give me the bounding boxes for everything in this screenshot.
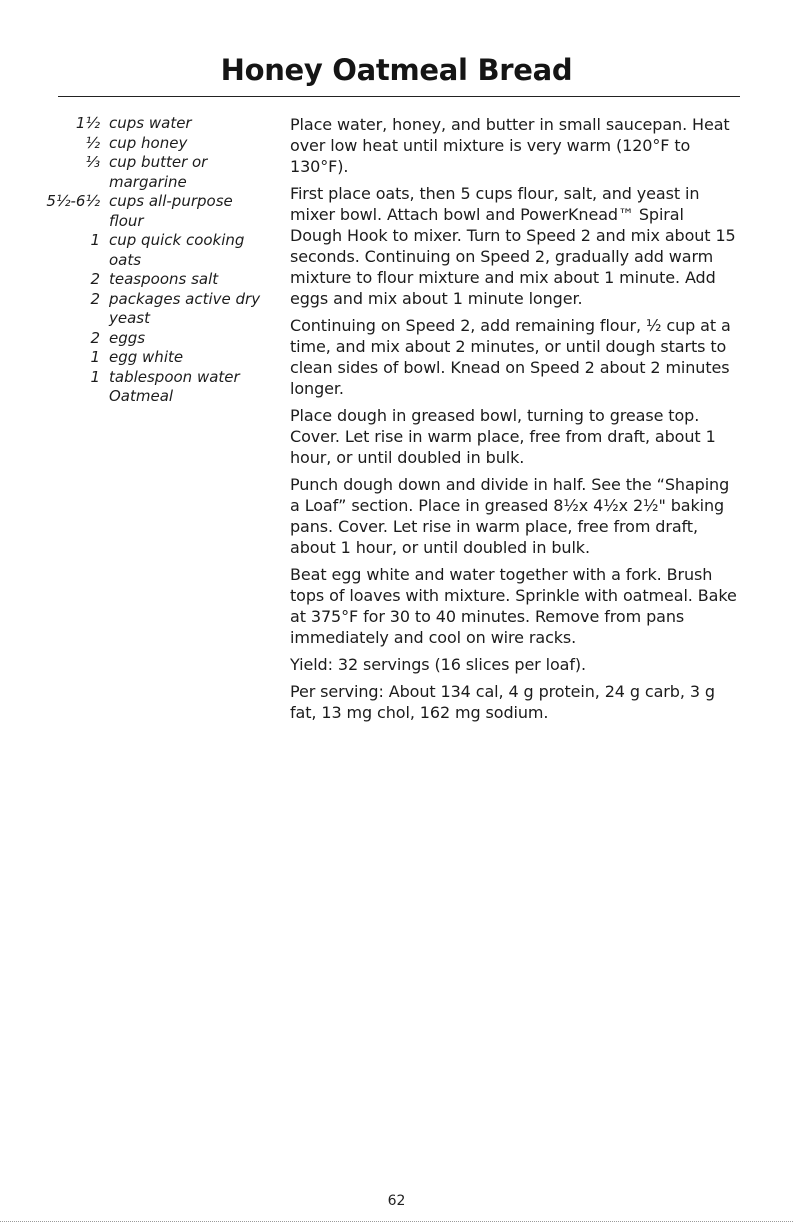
page-number: 62 [387, 1193, 406, 1209]
ingredient-name: tablespoon water [109, 367, 240, 386]
ingredient-name: packages active dry yeast [109, 289, 261, 327]
page-title: Honey Oatmeal Bread [220, 53, 573, 87]
ingredient-quantity: 2 [90, 270, 100, 288]
ingredient-quantity: ⅓ [85, 153, 100, 171]
ingredient-item [0, 290, 280, 329]
ingredient-name: cups all-purpose flour [109, 192, 233, 230]
yield-text: Yield: 32 servings (16 slices per loaf). [290, 655, 587, 674]
ingredient-item [0, 329, 280, 349]
ingredient-quantity: 1½ [75, 114, 100, 132]
ingredient-name: egg white [109, 348, 184, 366]
ingredient-item [0, 153, 280, 192]
direction-paragraph: Beat egg white and water together with a fork. Brush tops of loaves with mixture. Sprinkle with oatmeal. Bake at 375°F for 30 to 40 minutes. Remove from pans immediately and cool on wire racks. [290, 565, 737, 647]
page-bottom-rule [0, 1221, 793, 1222]
ingredient-name: teaspoons salt [109, 270, 219, 288]
ingredient-quantity: 5½-6½ [46, 192, 100, 210]
ingredient-quantity: 1 [90, 367, 100, 386]
ingredient-quantity: 1 [90, 231, 100, 249]
ingredient-name: cup butter or margarine [109, 153, 208, 191]
title-divider [58, 96, 740, 97]
ingredient-name: cup honey [109, 133, 188, 152]
direction-paragraph: Punch dough down and divide in half. See the “Shaping a Loaf” section. Place in greased 8½x 4½x 2½" baking pans. Cover. Let rise in warm place, free from draft, about 1 hour, or until doubled in bulk. [290, 475, 730, 557]
ingredient-name: cups water [109, 114, 192, 132]
ingredient-quantity: 2 [90, 289, 100, 308]
ingredient-item [0, 270, 280, 290]
direction-paragraph: Continuing on Speed 2, add remaining flour, ½ cup at a time, and mix about 2 minutes, or until dough starts to clean sides of bowl. Knead on Speed 2 about 2 minutes longer. [290, 316, 731, 398]
ingredient-quantity: 1 [90, 348, 100, 366]
ingredient-quantity: ½ [85, 133, 100, 152]
ingredient-item [0, 387, 280, 407]
directions [290, 114, 740, 729]
ingredient-name: Oatmeal [109, 387, 174, 405]
ingredient-item [0, 231, 280, 270]
ingredient-list [0, 114, 280, 407]
ingredient-item [0, 114, 280, 134]
ingredient-item [0, 368, 280, 388]
direction-paragraph: Place dough in greased bowl, turning to grease top. Cover. Let rise in warm place, free from draft, about 1 hour, or until doubled in bulk. [290, 406, 716, 467]
ingredient-name: eggs [109, 328, 146, 347]
ingredient-name: cup quick cooking oats [109, 231, 245, 269]
ingredient-item [0, 348, 280, 368]
nutrition-text: Per serving: About 134 cal, 4 g protein, 24 g carb, 3 g fat, 13 mg chol, 162 mg sodium. [290, 682, 715, 722]
direction-paragraph: Place water, honey, and butter in small saucepan. Heat over low heat until mixture is very warm (120°F to 130°F). [290, 115, 730, 176]
ingredient-item [0, 134, 280, 154]
direction-paragraph: First place oats, then 5 cups flour, salt, and yeast in mixer bowl. Attach bowl and PowerKnead™ Spiral Dough Hook to mixer. Turn to Speed 2 and mix about 15 seconds. Continuing on Speed 2, gradually add warm mixture to flour mixture and mix about 1 minute. Add eggs and mix about 1 minute longer. [290, 184, 736, 308]
ingredient-quantity: 2 [90, 328, 100, 347]
ingredient-item [0, 192, 280, 231]
